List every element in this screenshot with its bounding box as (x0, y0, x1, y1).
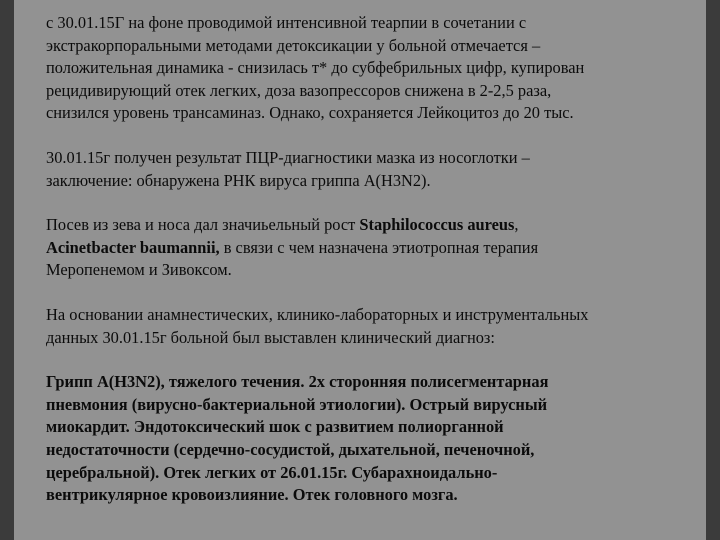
text-line: миокардит. Эндотоксический шок с развитием полиорганной (46, 417, 504, 437)
text-line (46, 214, 706, 237)
paragraph-pcr-result (46, 147, 706, 192)
text-line: положительная динамика - снизилась т* до субфебрильных цифр, купирован (46, 58, 585, 78)
text-line: пневмония (вирусно-бактериальной этиологии). Острый вирусный (46, 394, 548, 414)
text-line: Грипп А(H3N2), тяжелого течения. 2х сторонняя полисегментарная (46, 372, 549, 392)
text-run: Посев из зева и носа дал значиьельный рост (46, 215, 360, 235)
text-line: с 30.01.15Г на фоне проводимой интенсивной теарпии в сочетании с (46, 13, 527, 32)
text-run: в связи с чем назначена этиотропная терапия (219, 237, 539, 257)
text-line: недостаточности (сердечно-сосудистой, дыхательной, печеночной, (46, 439, 535, 459)
text-line: Меропенемом и Зивоксом. (46, 260, 232, 280)
text-line: 30.01.15г получен результат ПЦР-диагностики мазка из носоглотки – (46, 147, 530, 167)
text-run: , (514, 215, 519, 235)
text-line: вентрикулярное кровоизлияние. Отек головного мозга. (46, 485, 458, 505)
paragraph-diagnosis-intro (46, 304, 706, 349)
text-line (46, 237, 706, 260)
text-panel (14, 0, 706, 540)
paragraph-diagnosis (46, 371, 706, 507)
bacteria-name: Acinetbacter baumannii, (46, 237, 220, 257)
text-line: снизился уровень трансаминаз. Однако, сохраняется Лейкоцитоз до 20 тыс. (46, 103, 574, 123)
text-line: экстракорпоральными методами детоксикации у больной отмечается – (46, 35, 541, 55)
paragraph-dynamics (46, 12, 706, 125)
paragraph-culture (46, 214, 706, 282)
bacteria-name: Staphilococcus aureus (359, 215, 515, 235)
text-line: рецидивирующий отек легких, доза вазопрессоров снижена в 2-2,5 раза, (46, 80, 552, 100)
text-line: данных 30.01.15г больной был выставлен клинический диагноз: (46, 327, 495, 347)
text-line: церебральной). Отек легких от 26.01.15г. Субарахноидально- (46, 462, 498, 482)
text-line: заключение: обнаружена РНК вируса гриппа А(H3N2). (46, 170, 431, 190)
document-body (46, 12, 706, 529)
text-line: На основании анамнестических, клинико-лабораторных и инструментальных (46, 304, 589, 324)
